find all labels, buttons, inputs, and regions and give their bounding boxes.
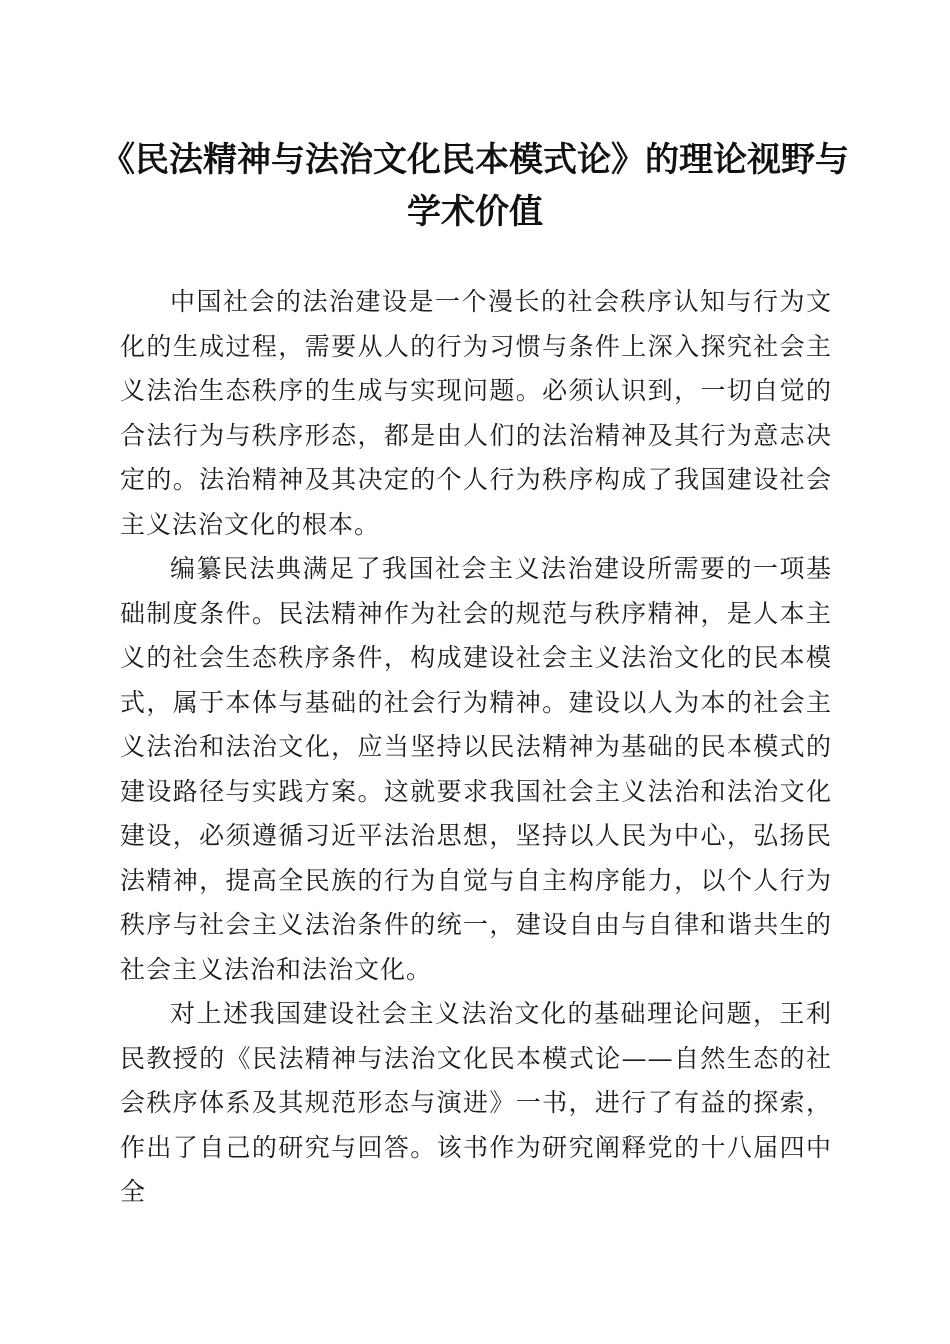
document-title: 《民法精神与法治文化民本模式论》的理论视野与学术价值 <box>101 140 849 232</box>
paragraph-3: 对上述我国建设社会主义法治文化的基础理论问题，王利民教授的《民法精神与法治文化民本模式论——自然生态的社会秩序体系及其规范形态与演进》一书，进行了有益的探索，作出了自己的研究与回答。该书作为研究阐释党的十八届四中全 <box>120 999 832 1206</box>
document-body <box>120 280 832 1215</box>
paragraph-1: 中国社会的法治建设是一个漫长的社会秩序认知与行为文化的生成过程，需要从人的行为习惯与条件上深入探究社会主义法治生态秩序的生成与实现问题。必须认识到，一切自觉的合法行为与秩序形态，都是由人们的法治精神及其行为意志决定的。法治精神及其决定的个人行为秩序构成了我国建设社会主义法治文化的根本。 <box>120 287 832 539</box>
paragraph-2: 编纂民法典满足了我国社会主义法治建设所需要的一项基础制度条件。民法精神作为社会的规范与秩序精神，是人本主义的社会生态秩序条件，构成建设社会主义法治文化的民本模式，属于本体与基础的社会行为精神。建设以人为本的社会主义法治和法治文化，应当坚持以民法精神为基础的民本模式的建设路径与实践方案。这就要求我国社会主义法治和法治文化建设，必须遵循习近平法治思想，坚持以人民为中心，弘扬民法精神，提高全民族的行为自觉与自主构序能力，以个人行为秩序与社会主义法治条件的统一，建设自由与自律和谐共生的社会主义法治和法治文化。 <box>120 554 832 984</box>
